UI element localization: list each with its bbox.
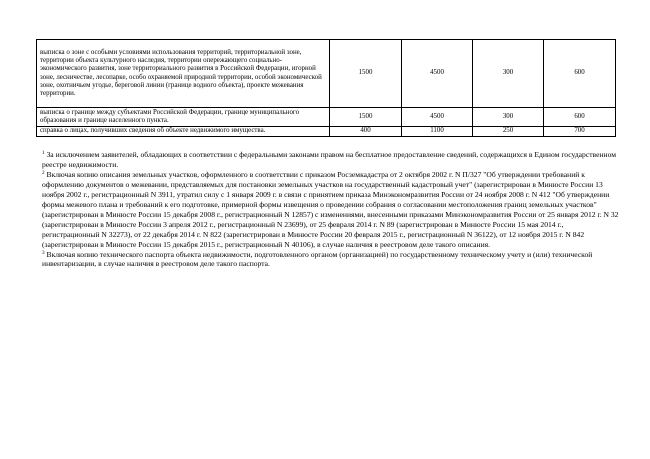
- fee-value: 1500: [330, 40, 402, 108]
- fee-value: 400: [330, 127, 402, 137]
- fee-value: 600: [544, 108, 616, 127]
- footnote-mark: 2: [42, 169, 45, 176]
- footnote: [36, 250, 621, 270]
- footnote: [36, 150, 621, 170]
- footnote-mark: 1: [42, 150, 45, 156]
- service-description: справка о лицах, получивших сведения об объекте недвижимого имущества.: [37, 127, 330, 137]
- fee-value: 1500: [330, 108, 402, 127]
- fee-value: 4500: [402, 108, 473, 127]
- fee-value: 250: [473, 127, 544, 137]
- footnote-text: Включая копию технического паспорта объекта недвижимости, подготовленного органом (организацией) по государственному техническому учету и (или) технической инвентаризации, в случае наличия в реестровом деле такого паспорта.: [42, 249, 593, 269]
- fee-value: 700: [544, 127, 616, 137]
- fee-table: [36, 39, 616, 137]
- footnote-text: За исключением заявителей, обладающих в соответствии с федеральными законами правом на бесплатное предоставление сведений, содержащихся в Едином государственном реестре недвижимости.: [42, 150, 617, 169]
- footnote: [36, 170, 621, 250]
- fee-value: 300: [473, 40, 544, 108]
- fee-value: 300: [473, 108, 544, 127]
- table-row: [37, 108, 616, 127]
- table-row: [37, 127, 616, 137]
- fee-value: 1100: [402, 127, 473, 137]
- service-description: выписка о зоне с особыми условиями использования территорий, территориальной зоне, территории объекта культурного наследия, территории опережающего социально-экономического развития, зоне территориального развития в Российской Федерации, игорной зоне, лесничестве, лесопарке, особо охраняемой природной территории, особой экономической зоне, охотничьем угодье, береговой линии (границе водного объекта), проекте межевания территории.: [37, 40, 330, 108]
- footnotes: [36, 150, 621, 269]
- table-row: [37, 40, 616, 108]
- fee-value: 4500: [402, 40, 473, 108]
- footnote-text: Включая копию описания земельных участков, оформленного в соответствии с приказом Росземкадастра от 2 октября 2002 г. N П/327 "Об утверждении требований к оформлению документов о межевании, представляемых для постановки земельных участков на государственный кадастровый учет" (зарегистрирован в Минюсте России 13 ноября 2002 г., регистрационный N 3911, утратил силу с 1 января 2009 г. в связи с принятием приказа Минэкономразвития России от 24 ноября 2008 г. N 412 "Об утверждении формы межевого плана и требований к его подготовке, примерной формы извещения о проведении собрания о согласовании местоположения границ земельных участков" (зарегистрирован в Минюсте России 15 декабря 2008 г., регистрационный N 12857) с изменениями, внесенными приказами Минэкономразвития России от 25 января 2012 г. N 32 (зарегистрирован в Минюсте России 3 апреля 2012 г., регистрационный N 23699), от 25 февраля 2014 г. N 89 (зарегистрирован в Минюсте России 15 мая 2014 г., регистрационный N 32273), от 22 декабря 2014 г. N 822 (зарегистрирован в Минюсте России 20 февраля 2015 г., регистрационный N 36122), от 12 ноября 2015 г. N 842 (зарегистрирован в Минюсте России 15 декабря 2015 г., регистрационный N 40106), в случае наличия в реестровом деле такого описания.: [42, 169, 619, 249]
- service-description: выписка о границе между субъектами Российской Федерации, границе муниципального образования и границе населенного пункта.: [37, 108, 330, 127]
- footnote-mark: 3: [42, 249, 45, 256]
- fee-value: 600: [544, 40, 616, 108]
